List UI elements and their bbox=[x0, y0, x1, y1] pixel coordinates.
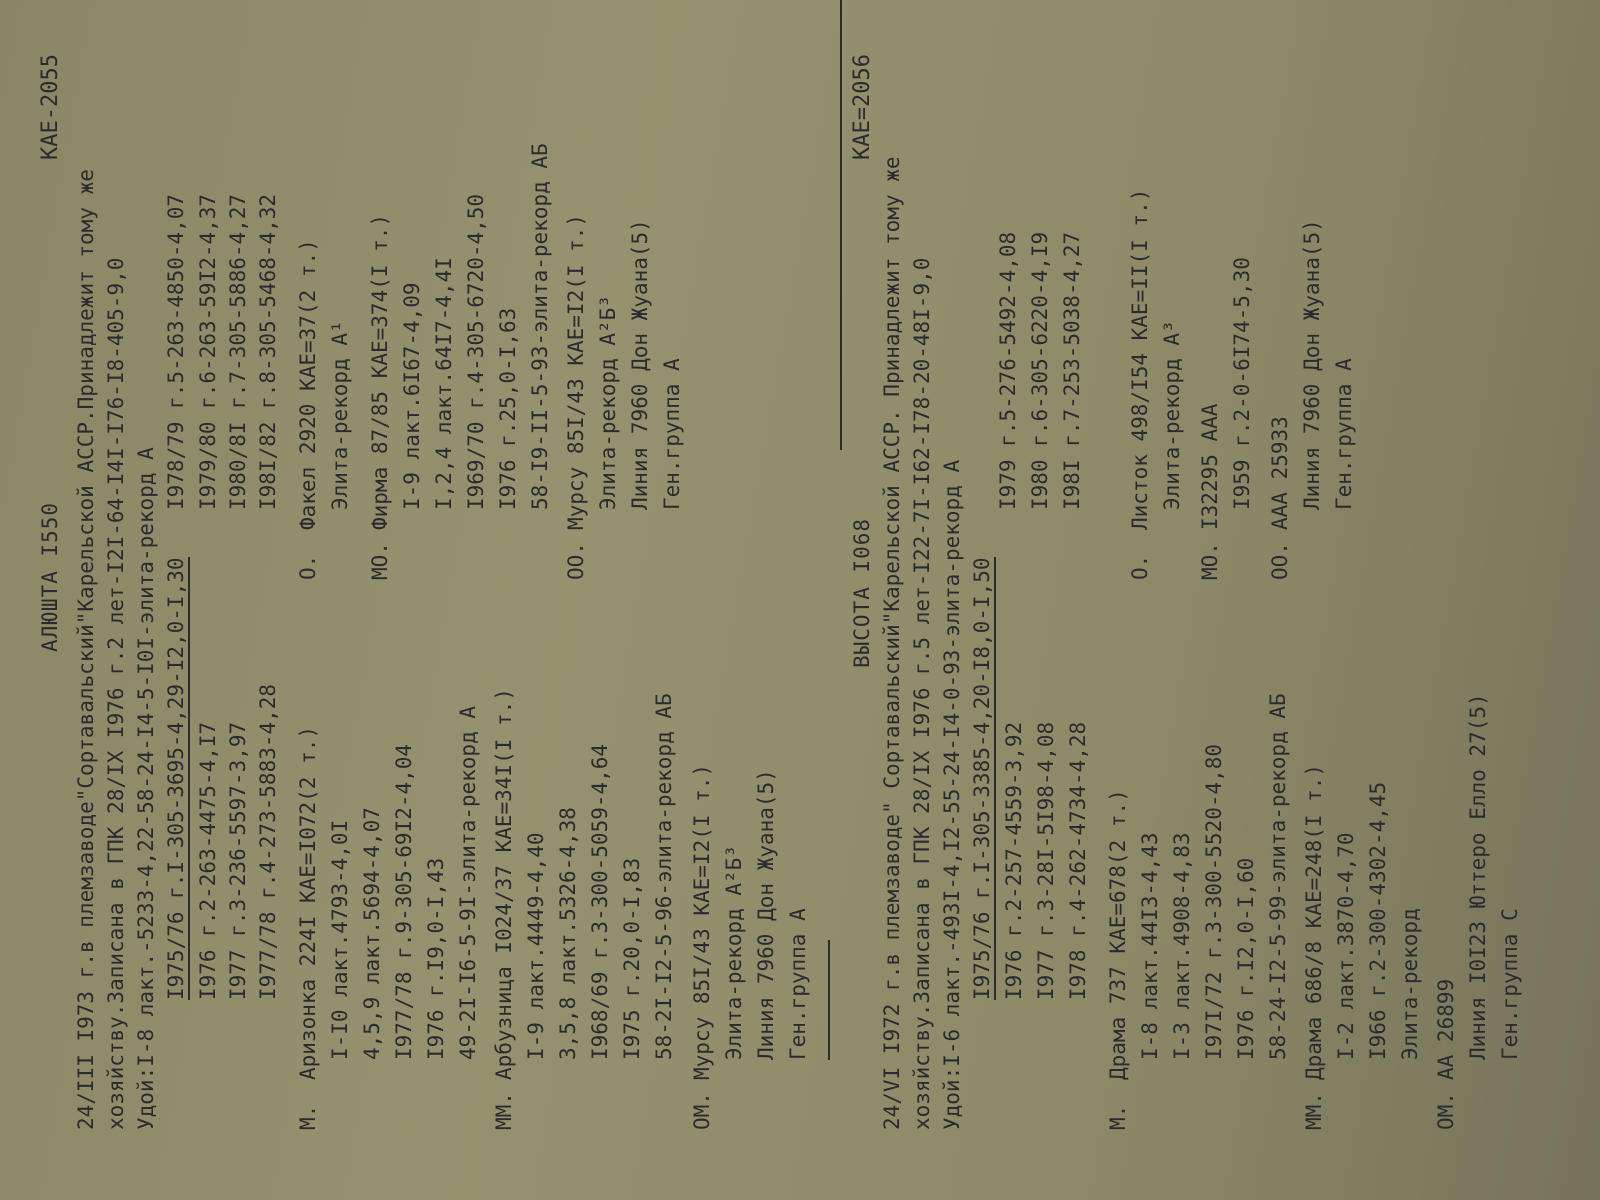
section1-mo-line-2: I-9 лакт.6I67-4,09 bbox=[400, 282, 424, 510]
section1-m-line-1: Аризонка 224I КАЕ=I072(2 т.) bbox=[296, 725, 320, 1080]
section1-om-line-4: Ген.группа А bbox=[786, 908, 810, 1060]
section1-mm-label: ММ. bbox=[492, 1092, 516, 1130]
section1-record-a-3: I977 г.3-236-5597-3,97 bbox=[226, 721, 250, 1000]
section2-line-2: хозяйству.Записана в ГПК 28/IX I976 г.5 лет-I22-7I-I62-I78-20-48I-9,0 bbox=[910, 257, 934, 1130]
section1-line-2: хозяйству.Записана в ГПК 28/IX I976 г.2 лет-I2I-64-I4I-I76-I8-405-9,0 bbox=[104, 257, 128, 1130]
section2-m-line-2: I-8 лакт.44I3-4,43 bbox=[1138, 832, 1162, 1060]
section1-om-label: ОМ. bbox=[690, 1092, 714, 1130]
section1-title: АЛЮШТА I550 bbox=[38, 501, 62, 652]
section1-kae: КАЕ-2055 bbox=[38, 54, 63, 160]
section2-mm-line-2: I-2 лакт.3870-4,70 bbox=[1334, 832, 1358, 1060]
section2-m-line-4: I97I/72 г.3-300-5520-4,80 bbox=[1202, 743, 1226, 1060]
section2-line-3: Удой:I-6 лакт.-493I-4,I2-55-24-I4-0-93-элита-рекорд А bbox=[940, 459, 964, 1130]
section2-oo-line-2: Линия 7960 Дон Жуана(5) bbox=[1300, 219, 1324, 510]
section1-oo-label: ОО. bbox=[564, 542, 588, 580]
section1-om-line-3: Линия 7960 Дон Жуана(5) bbox=[754, 769, 778, 1060]
section2-om-label: ОМ. bbox=[1434, 1092, 1458, 1130]
section1-line-1: 24/III I973 г.в племзаводе"Сортавальский"Карельской АССР.Принадлежит тому же bbox=[74, 169, 98, 1130]
section2-title: ВЫСОТА I068 bbox=[850, 517, 874, 668]
section1-m-line-6: 49-2I-I6-5-9I-элита-рекорд А bbox=[456, 705, 480, 1060]
section2-mm-line-4: Элита-рекорд bbox=[1398, 908, 1422, 1060]
section2-o-label: О. bbox=[1128, 554, 1152, 580]
section1-m-label: М. bbox=[296, 1104, 320, 1130]
section1-mm-line-4: I968/69 г.3-300-5059-4,64 bbox=[588, 743, 612, 1060]
section2-mm-line-3: I966 г.2-300-4302-4,45 bbox=[1366, 781, 1390, 1060]
section1-mo-line-4: I969/70 г.4-305-6720-4,50 bbox=[464, 193, 488, 510]
section1-m-line-5: I976 г.I9,0-I,43 bbox=[424, 857, 448, 1060]
section1-o-line-2: Элита-рекорд А¹ bbox=[328, 320, 352, 510]
section2-kae: КАЕ=2056 bbox=[850, 54, 875, 160]
section2-record-b-3: I98I г.7-253-5038-4,27 bbox=[1060, 231, 1084, 510]
section2-m-line-5: I976 г.I2,0-I,60 bbox=[1234, 857, 1258, 1060]
section1-oo-line-4: Ген.группа А bbox=[660, 358, 684, 510]
section2-o-line-2: Элита-рекорд А³ bbox=[1160, 320, 1184, 510]
section1-m-line-3: 4,5,9 лакт.5694-4,07 bbox=[360, 807, 384, 1060]
section1-m-line-4: I977/78 г.9-305-69I2-4,04 bbox=[392, 743, 416, 1060]
section1-mm-line-1: Арбузница I024/37 КАЕ=34I(I т.) bbox=[492, 688, 516, 1080]
section2-line-1: 24/VI I972 г.в племзаводе" Сортавальский"Карельской АССР. Принадлежит тому же bbox=[880, 156, 904, 1130]
section2-mo-line-1: I32295 ААА bbox=[1198, 403, 1222, 530]
section2-record-a-3: I977 г.3-28I-5I98-4,08 bbox=[1034, 721, 1058, 1000]
section1-mo-line-1: Фирма 87/85 КАЕ=374(I т.) bbox=[368, 213, 392, 530]
section1-oo-line-2: Элита-рекорд А²Б³ bbox=[596, 295, 620, 510]
section2-record-a-1: I975/76 г.I-305-3385-4,20-I8,0-I,50 bbox=[970, 557, 994, 1000]
section1-om-line-2: Элита-рекорд А²Б³ bbox=[722, 845, 746, 1060]
section1-mm-line-2: I-9 лакт.4449-4,40 bbox=[524, 832, 548, 1060]
section1-line-3: Удой:I-8 лакт.-5233-4,22-58-24-I4-5-I0I-элита-рекорд А bbox=[134, 447, 158, 1130]
section1-m-line-2: I-I0 лакт.4793-4,0I bbox=[328, 819, 352, 1060]
section2-mo-line-2: I959 г.2-0-6I74-5,30 bbox=[1230, 257, 1254, 510]
section2-m-line-6: 58-24-I2-5-99-элита-рекорд АБ bbox=[1266, 693, 1290, 1060]
section1-record-a-1: I975/76 г.I-305-3695-4,29-I2,0-I,30 bbox=[164, 557, 188, 1000]
section1-record-b-1: I978/79 г.5-263-4850-4,07 bbox=[164, 193, 188, 510]
section1-record-a-2: I976 г.2-263-4475-4,I7 bbox=[196, 721, 220, 1000]
section2-oo-line-1: ААА 25933 bbox=[1268, 416, 1292, 530]
section1-mo-line-5: I976 г.25,0-I,63 bbox=[496, 307, 520, 510]
section2-record-b-1: I979 г.5-276-5492-4,08 bbox=[996, 231, 1020, 510]
section1-record-b-3: I980/8I г.7-305-5886-4,27 bbox=[226, 193, 250, 510]
section1-mm-line-5: I975 г.20,0-I,83 bbox=[620, 857, 644, 1060]
section2-om-line-3: Ген.группа С bbox=[1498, 908, 1522, 1060]
section1-record-a-4: I977/78 г.4-273-5883-4,28 bbox=[256, 683, 280, 1000]
section2-record-a-2: I976 г.2-257-4559-3,92 bbox=[1002, 721, 1026, 1000]
section1-om-line-1: Мурсу 85I/43 КАЕ=I2(I т.) bbox=[690, 763, 714, 1080]
section2-m-line-3: I-3 лакт.4908-4,83 bbox=[1170, 832, 1194, 1060]
section1-oo-line-1: Мурсу 85I/43 КАЕ=I2(I т.) bbox=[564, 213, 588, 530]
section2-o-line-1: Листок 498/I54 КАЕ=II(I т.) bbox=[1128, 188, 1152, 530]
section2-om-line-2: Линия I0I23 Юттеро Елло 27(5) bbox=[1466, 693, 1490, 1060]
section1-record-b-2: I979/80 г.6-263-59I2-4,37 bbox=[196, 193, 220, 510]
section1-o-label: О. bbox=[296, 554, 320, 580]
section2-oo-line-3: Ген.группа А bbox=[1332, 358, 1356, 510]
section1-mo-line-6: 58-I9-II-5-93-элита-рекорд АБ bbox=[528, 143, 552, 510]
section2-mm-label: ММ. bbox=[1302, 1092, 1326, 1130]
section1-mm-line-6: 58-2I-I2-5-96-элита-рекорд АБ bbox=[652, 693, 676, 1060]
section1-o-line-1: Факел 2920 КАЕ=37(2 т.) bbox=[296, 239, 320, 530]
section2-record-b-2: I980 г.6-305-6220-4,I9 bbox=[1028, 231, 1052, 510]
page-divider bbox=[840, 0, 842, 450]
section2-m-line-1: Драма 737 КАЕ=678(2 т.) bbox=[1106, 789, 1130, 1080]
section1-mm-line-3: 3,5,8 лакт.5326-4,38 bbox=[556, 807, 580, 1060]
section1-mo-label: МО. bbox=[368, 542, 392, 580]
section2-oo-label: ОО. bbox=[1268, 542, 1292, 580]
section1-end-divider bbox=[828, 940, 830, 1060]
section2-record-a-4: I978 г.4-262-4734-4,28 bbox=[1066, 721, 1090, 1000]
section1-mo-line-3: I,2,4 лакт.64I7-4,4I bbox=[432, 257, 456, 510]
section1-record-b-4: I98I/82 г.8-305-5468-4,32 bbox=[256, 193, 280, 510]
section2-om-line-1: АА 26899 bbox=[1434, 978, 1458, 1080]
section2-mo-label: МО. bbox=[1198, 542, 1222, 580]
section2-m-label: М. bbox=[1106, 1104, 1130, 1130]
section1-oo-line-3: Линия 7960 Дон Жуана(5) bbox=[628, 219, 652, 510]
section2-mm-line-1: Драма 686/8 КАЕ=248(I т.) bbox=[1302, 763, 1326, 1080]
